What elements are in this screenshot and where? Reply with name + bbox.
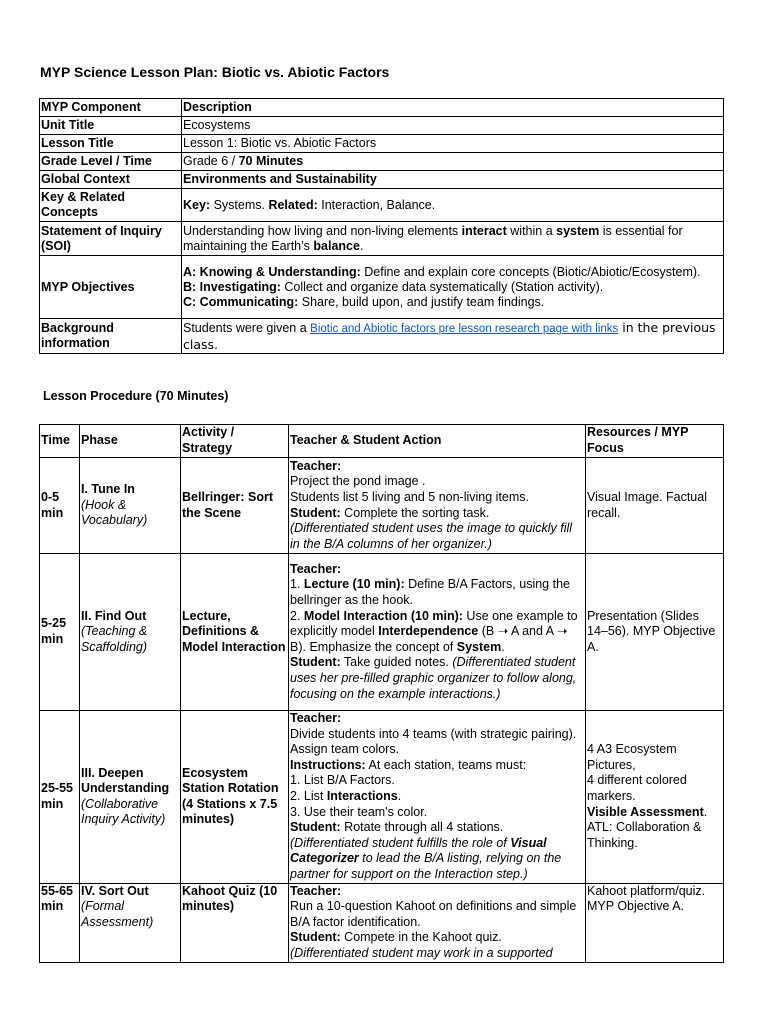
teacher-label: Teacher: xyxy=(290,561,342,576)
differentiation-note: (Differentiated student uses the image to quickly fill in the B/A columns of her organizer.) xyxy=(290,521,573,551)
teacher-text: Run a 10-question Kahoot on definitions and simple B/A factor identification. xyxy=(290,899,577,929)
row-background xyxy=(40,319,724,354)
student-text: Rotate through all 4 stations. xyxy=(340,820,504,835)
phase-subtitle: (Formal Assessment) xyxy=(81,899,154,929)
step-2 xyxy=(290,609,584,656)
procedure-row-tune-in xyxy=(40,458,724,554)
differentiation-note: (Differentiated student may work in a supported xyxy=(290,945,553,960)
activity-cell: Ecosystem Station Rotation (4 Stations x 7.5 minutes) xyxy=(181,711,289,884)
objective-c xyxy=(183,295,722,310)
procedure-row-find-out xyxy=(40,554,724,711)
objective-c-label: C: Communicating: xyxy=(183,294,299,309)
action-cell xyxy=(289,711,586,884)
related-concept-label: Related: xyxy=(268,197,318,212)
student-line xyxy=(290,506,584,522)
student-line xyxy=(290,930,584,946)
diff-text-a: (Differentiated student fulfills the role of xyxy=(290,835,511,850)
teacher-text: Divide students into 4 teams (with strategic pairing). Assign team colors. xyxy=(290,726,577,757)
activity-cell: Kahoot Quiz (10 minutes) xyxy=(181,883,289,962)
phase-cell xyxy=(80,711,181,884)
step-2-bold: Interdependence xyxy=(378,624,479,639)
step-1: 1. List B/A Factors. xyxy=(290,773,395,788)
resource-line-2: 4 different colored markers. xyxy=(587,773,687,803)
related-concept-text: Interaction, Balance. xyxy=(317,197,436,212)
student-label: Student: xyxy=(290,505,341,520)
step-1-label: Lecture (10 min): xyxy=(303,577,405,592)
teacher-text-2: Students list 5 living and 5 non-living items. xyxy=(290,489,530,504)
phase-cell xyxy=(80,554,181,711)
diff-bold: Visual Categorizer xyxy=(290,835,547,866)
step-2 xyxy=(290,789,584,805)
duration-text: 70 Minutes xyxy=(238,154,304,168)
soi-text-2: within a xyxy=(506,223,557,238)
row-objectives xyxy=(40,256,724,319)
col-resources-header: Resources / MYP Focus xyxy=(586,425,724,458)
concepts-label: Key & Related Concepts xyxy=(40,189,182,222)
overview-table xyxy=(39,98,724,354)
global-context-label: Global Context xyxy=(40,171,182,189)
objectives-value xyxy=(182,256,724,319)
phase-subtitle: (Hook & Vocabulary) xyxy=(81,497,148,528)
lesson-title-label: Lesson Title xyxy=(40,135,182,153)
soi-bold-3: balance xyxy=(313,238,360,253)
background-text-1: Students were given a xyxy=(183,320,311,335)
step-2-text-b: (B ➝ A and A ➝ B). Emphasize the concept of xyxy=(290,624,568,654)
phase-label: I. Tune In xyxy=(81,482,135,497)
step-2-bold-2: System xyxy=(456,639,502,654)
objective-b xyxy=(183,280,722,295)
resource-line-1: 4 A3 Ecosystem Pictures, xyxy=(587,742,677,772)
student-label: Student: xyxy=(290,655,341,670)
phase-subtitle: (Teaching & Scaffolding) xyxy=(81,624,148,654)
teacher-label: Teacher: xyxy=(290,711,342,725)
action-cell xyxy=(289,554,586,711)
background-label: Background information xyxy=(40,319,182,354)
diff-text-c: to lead the B/A listing, relying on the partner for support on the Interaction step.) xyxy=(290,851,562,881)
resources-cell: Presentation (Slides 14–56). MYP Objective A. xyxy=(586,554,724,711)
row-unit-title xyxy=(40,117,724,135)
soi-bold-2: system xyxy=(556,223,600,238)
resource-line-4: ATL: Collaboration & Thinking. xyxy=(587,820,702,850)
student-line xyxy=(290,655,584,702)
student-line xyxy=(290,820,584,836)
procedure-row-sort-out xyxy=(40,883,724,962)
differentiation-note xyxy=(290,836,584,883)
soi-value xyxy=(182,222,724,256)
phase-cell xyxy=(80,883,181,962)
time-cell: 0-5 min xyxy=(40,458,80,554)
step-1-text: Define B/A Factors, using the bellringer as the hook. xyxy=(290,577,570,608)
step-2-text-a: Use one example to explicitly model xyxy=(290,608,578,639)
page-title: MYP Science Lesson Plan: Biotic vs. Abiotic Factors xyxy=(40,64,390,80)
col-time-header: Time xyxy=(40,425,80,458)
step-1 xyxy=(290,577,584,608)
procedure-header-row xyxy=(40,425,724,458)
row-global-context xyxy=(40,171,724,189)
global-context-value: Environments and Sustainability xyxy=(182,171,724,189)
soi-text-1: Understanding how living and non-living elements xyxy=(183,223,462,238)
soi-text-3: is essential for maintaining the Earth’s xyxy=(183,223,683,253)
objective-a-text: Define and explain core concepts (Biotic/Abiotic/Ecosystem). xyxy=(360,264,701,279)
objective-a-label: A: Knowing & Understanding: xyxy=(183,264,361,279)
header-description: Description xyxy=(182,99,724,117)
step-2-text-c: . xyxy=(397,788,402,803)
student-text: Complete the sorting task. xyxy=(340,505,490,520)
row-grade-level xyxy=(40,153,724,171)
activity-cell: Lecture, Definitions & Model Interaction xyxy=(181,554,289,711)
teacher-text: Project the pond image . xyxy=(290,474,426,489)
col-action-header: Teacher & Student Action xyxy=(289,425,586,458)
research-page-link[interactable]: Biotic and Abiotic factors pre lesson research page with links xyxy=(310,322,619,335)
step-2-text-c: . xyxy=(501,639,505,654)
step-1-num: 1. xyxy=(290,577,304,592)
objective-a xyxy=(183,265,722,280)
instructions-text: At each station, teams must: xyxy=(365,757,527,772)
student-label: Student: xyxy=(290,820,341,835)
col-activity-header: Activity / Strategy xyxy=(181,425,289,458)
student-text: Compete in the Kahoot quiz. xyxy=(340,930,502,945)
step-2-num: 2. xyxy=(290,608,304,623)
grade-text: Grade 6 / xyxy=(183,154,239,168)
action-cell xyxy=(289,883,586,962)
teacher-label: Teacher: xyxy=(290,458,342,473)
procedure-row-deepen xyxy=(40,711,724,884)
objective-b-label: B: Investigating: xyxy=(183,279,281,294)
phase-subtitle: (Collaborative Inquiry Activity) xyxy=(81,796,166,827)
grade-level-label: Grade Level / Time xyxy=(40,153,182,171)
grade-level-value xyxy=(182,153,724,171)
background-text-2: in the previous class. xyxy=(183,319,716,352)
resource-line-3 xyxy=(587,805,722,821)
resources-cell: Visual Image. Factual recall. xyxy=(586,458,724,554)
teacher-label: Teacher: xyxy=(290,883,342,898)
objective-b-text: Collect and organize data systematically (Station activity). xyxy=(280,279,604,294)
instructions-line xyxy=(290,758,584,774)
row-concepts xyxy=(40,189,724,222)
unit-title-value: Ecosystems xyxy=(182,117,724,135)
step-2-text-a: 2. List xyxy=(290,788,327,803)
col-phase-header: Phase xyxy=(80,425,181,458)
step-2-label: Model Interaction (10 min): xyxy=(303,608,463,623)
procedure-table xyxy=(39,424,724,963)
soi-bold-1: interact xyxy=(461,223,507,238)
instructions-label: Instructions: xyxy=(290,757,366,772)
resources-cell: Kahoot platform/quiz. MYP Objective A. xyxy=(586,883,724,962)
overview-header-row xyxy=(40,99,724,117)
activity-cell: Bellringer: Sort the Scene xyxy=(181,458,289,554)
key-concept-text: Systems. xyxy=(210,197,269,212)
time-cell: 5-25 min xyxy=(40,554,80,711)
objective-c-text: Share, build upon, and justify team findings. xyxy=(298,294,545,309)
student-label: Student: xyxy=(290,930,341,945)
objectives-label: MYP Objectives xyxy=(40,256,182,319)
time-cell: 55-65 min xyxy=(40,883,80,962)
header-component: MYP Component xyxy=(40,99,182,117)
resource-period: . xyxy=(703,804,708,819)
soi-label: Statement of Inquiry (SOI) xyxy=(40,222,182,256)
phase-label: II. Find Out xyxy=(81,608,147,623)
step-2-bold: Interactions xyxy=(326,788,398,803)
student-text: Take guided notes. xyxy=(340,655,453,670)
row-lesson-title xyxy=(40,135,724,153)
lesson-title-value: Lesson 1: Biotic vs. Abiotic Factors xyxy=(182,135,724,153)
concepts-value xyxy=(182,189,724,222)
step-3: 3. Use their team's color. xyxy=(290,804,428,819)
differentiation-note: (Differentiated student uses her pre-filled graphic organizer to follow along, focusing on the example interactions.) xyxy=(290,655,577,701)
phase-label: IV. Sort Out xyxy=(81,883,149,898)
time-cell: 25-55 min xyxy=(40,711,80,884)
key-concept-label: Key: xyxy=(183,197,211,212)
phase-label: III. Deepen Understanding xyxy=(81,765,170,796)
procedure-title: Lesson Procedure (70 Minutes) xyxy=(43,389,229,403)
phase-cell xyxy=(80,458,181,554)
unit-title-label: Unit Title xyxy=(40,117,182,135)
action-cell xyxy=(289,458,586,554)
background-value xyxy=(182,319,724,354)
visible-assessment: Visible Assessment xyxy=(587,804,704,819)
resources-cell xyxy=(586,711,724,884)
soi-text-4: . xyxy=(359,238,364,253)
row-soi xyxy=(40,222,724,256)
